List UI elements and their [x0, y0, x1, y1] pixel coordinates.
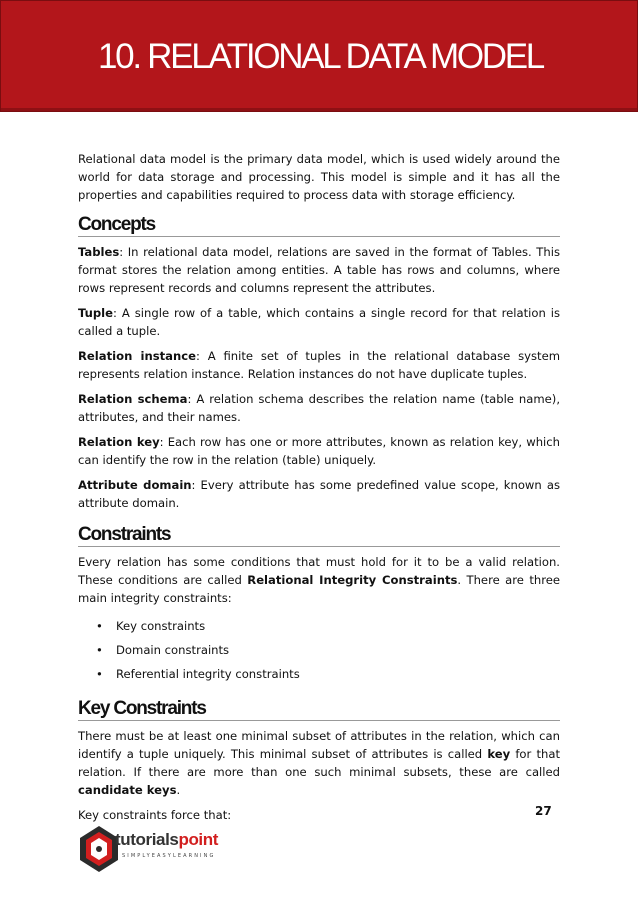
logo-word-a: tutorials — [115, 830, 179, 849]
concept-text: : A finite set of tuples in the relational database system represents relation instance. Relation instances do not have duplicate tuples. — [78, 349, 560, 381]
chapter-title: 10. RELATIONAL DATA MODEL — [98, 37, 543, 76]
bold-term: Relational Integrity Constraints — [247, 573, 458, 587]
concept-relation-instance — [78, 347, 560, 383]
intro-paragraph: Relational data model is the primary data model, which is used widely around the world for data storage and processing. This model is simple and it has all the properties and capabilities required to process data with storage efficiency. — [78, 152, 560, 202]
concept-term: Tables — [78, 245, 120, 259]
text-run: Every relation has some conditions that must hold for it to be a valid relation. These conditions are called — [78, 555, 560, 587]
concepts-heading: Concepts — [78, 216, 560, 237]
concept-term: Relation instance — [78, 349, 196, 363]
page-content — [78, 150, 560, 831]
concept-relation-schema — [78, 390, 560, 426]
logo-word-b: point — [178, 830, 219, 849]
bold-term: key — [487, 747, 511, 761]
concept-term: Attribute domain — [78, 478, 192, 492]
concept-tables — [78, 243, 560, 297]
constraints-heading: Constraints — [78, 526, 560, 547]
concept-tuple — [78, 304, 560, 340]
chapter-banner — [0, 0, 638, 112]
concept-attribute-domain — [78, 476, 560, 512]
logo-wordmark — [115, 830, 218, 850]
concept-text: : In relational data model, relations are saved in the format of Tables. This format stores the relation among entities. A table has rows and columns, where rows represent records and columns represent the attributes. — [78, 245, 560, 295]
key-constraints-force: Key constraints force that: — [78, 808, 232, 822]
concept-term: Tuple — [78, 306, 114, 320]
list-item: • Referential integrity constraints — [78, 662, 560, 686]
constraints-paragraph — [78, 553, 560, 607]
concept-term: Relation schema — [78, 392, 188, 406]
concept-text: : Each row has one or more attributes, known as relation key, which can identify the row in the relation (table) uniquely. — [78, 435, 560, 467]
key-constraints-heading: Key Constraints — [78, 700, 560, 721]
bold-term: candidate keys — [78, 783, 177, 797]
tutorialspoint-logo — [76, 822, 246, 878]
list-item: • Domain constraints — [78, 638, 560, 662]
text-run: . — [176, 783, 181, 797]
text-run: . There are three main integrity constraints: — [78, 573, 560, 605]
constraints-list — [78, 614, 560, 686]
text-run: for that relation. If there are more than one such minimal subsets, these are called — [78, 747, 560, 779]
text-run: There must be at least one minimal subset of attributes in the relation, which can identify a tuple uniquely. This minimal subset of attributes is called — [78, 729, 560, 761]
concept-text: : Every attribute has some predefined value scope, known as attribute domain. — [78, 478, 560, 510]
concept-text: : A single row of a table, which contains a single record for that relation is called a tuple. — [78, 306, 560, 338]
concept-term: Relation key — [78, 435, 160, 449]
concept-text: : A relation schema describes the relation name (table name), attributes, and their names. — [78, 392, 561, 424]
key-constraints-paragraph — [78, 727, 560, 799]
logo-tagline: SIMPLYEASYLEARNING — [122, 853, 216, 859]
page-number: 27 — [535, 804, 552, 818]
list-item: • Key constraints — [78, 614, 560, 638]
concept-relation-key — [78, 433, 560, 469]
